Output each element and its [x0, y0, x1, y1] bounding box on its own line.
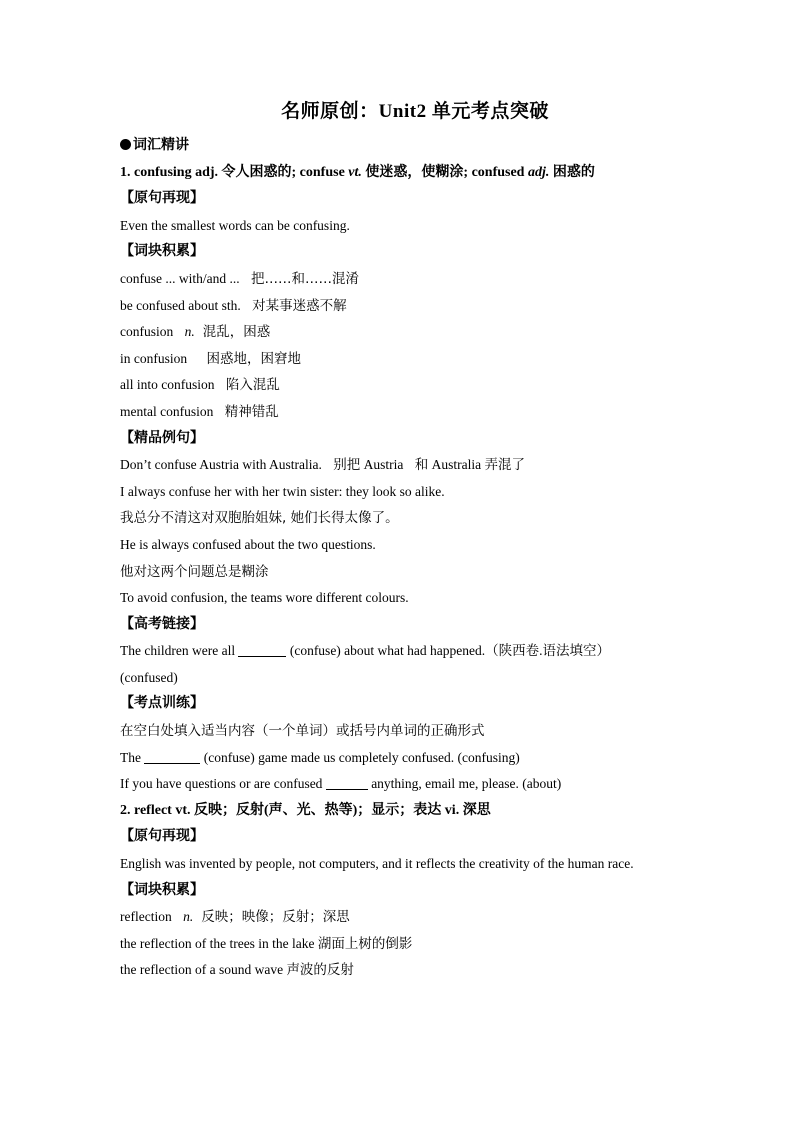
item1-original-label: 【原句再现】: [120, 191, 204, 207]
item2-original-label: 【原句再现】: [120, 829, 204, 845]
item1-original-sentence: Even the smallest words can be confusing.: [120, 217, 350, 233]
answer-blank: [144, 749, 200, 764]
page-title: 名师原创：Unit2 单元考点突破: [281, 101, 549, 122]
chunk-line: confusion n. 混乱，困惑: [120, 324, 271, 341]
item1-chunks-label: 【词块积累】: [120, 244, 204, 260]
example-translation: 他对这两个问题总是糊涂: [120, 563, 269, 580]
answer-blank: [326, 775, 368, 790]
example-translation: 我总分不清这对双胞胎姐妹, 她们长得太像了。: [120, 510, 399, 527]
section-heading-vocab: 词汇精讲: [120, 133, 710, 160]
example-sentence: He is always confused about the two questions.: [120, 536, 376, 552]
chunk-line: be confused about sth. 对某事迷惑不解: [120, 297, 347, 314]
chunk-line: in confusion 困惑地，困窘地: [120, 350, 301, 367]
chunk-line: the reflection of a sound wave 声波的反射: [120, 962, 354, 979]
example-sentence: To avoid confusion, the teams wore different colours.: [120, 590, 409, 606]
document-page: [120, 96, 710, 984]
gaokao-answer: (confused): [120, 669, 178, 685]
example-sentence: Don’t confuse Austria with Australia. 别把 Austria 和 Australia 弄混了: [120, 457, 525, 474]
answer-blank: [238, 642, 286, 657]
bullet-icon: [120, 139, 131, 150]
item1-heading: 1. confusing adj. 令人困惑的; confuse vt. 使迷惑，使糊涂; confused adj. 困惑的: [120, 164, 595, 180]
chunk-line: reflection n. 反映；映像；反射；深思: [120, 909, 350, 926]
chunk-line: mental confusion 精神错乱: [120, 403, 279, 420]
chunk-line: the reflection of the trees in the lake 湖面上树的倒影: [120, 935, 413, 952]
practice-question: If you have questions or are confused anything, email me, please. (about): [120, 776, 562, 792]
example-sentence: I always confuse her with her twin sister: they look so alike.: [120, 483, 445, 499]
chunk-line: all into confusion 陷入混乱: [120, 377, 280, 394]
chunk-line: confuse ... with/and ... 把……和……混淆: [120, 270, 359, 287]
item2-original-sentence: English was invented by people, not computers, and it reflects the creativity of the human race.: [120, 856, 634, 872]
item1-examples-label: 【精品例句】: [120, 430, 204, 446]
gaokao-question: The children were all (confuse) about what had happened.（陕西卷.语法填空）: [120, 643, 611, 659]
item2-chunks-label: 【词块积累】: [120, 882, 204, 898]
practice-instruction: 在空白处填入适当内容（一个单词）或括号内单词的正确形式: [120, 723, 485, 740]
item2-heading: 2. reflect vt. 反映；反射(声、光、热等)；显示；表达 vi. 深思: [120, 802, 491, 818]
item1-gaokao-label: 【高考链接】: [120, 616, 204, 632]
item1-practice-label: 【考点训练】: [120, 696, 204, 712]
practice-question: The (confuse) game made us completely confused. (confusing): [120, 749, 520, 765]
